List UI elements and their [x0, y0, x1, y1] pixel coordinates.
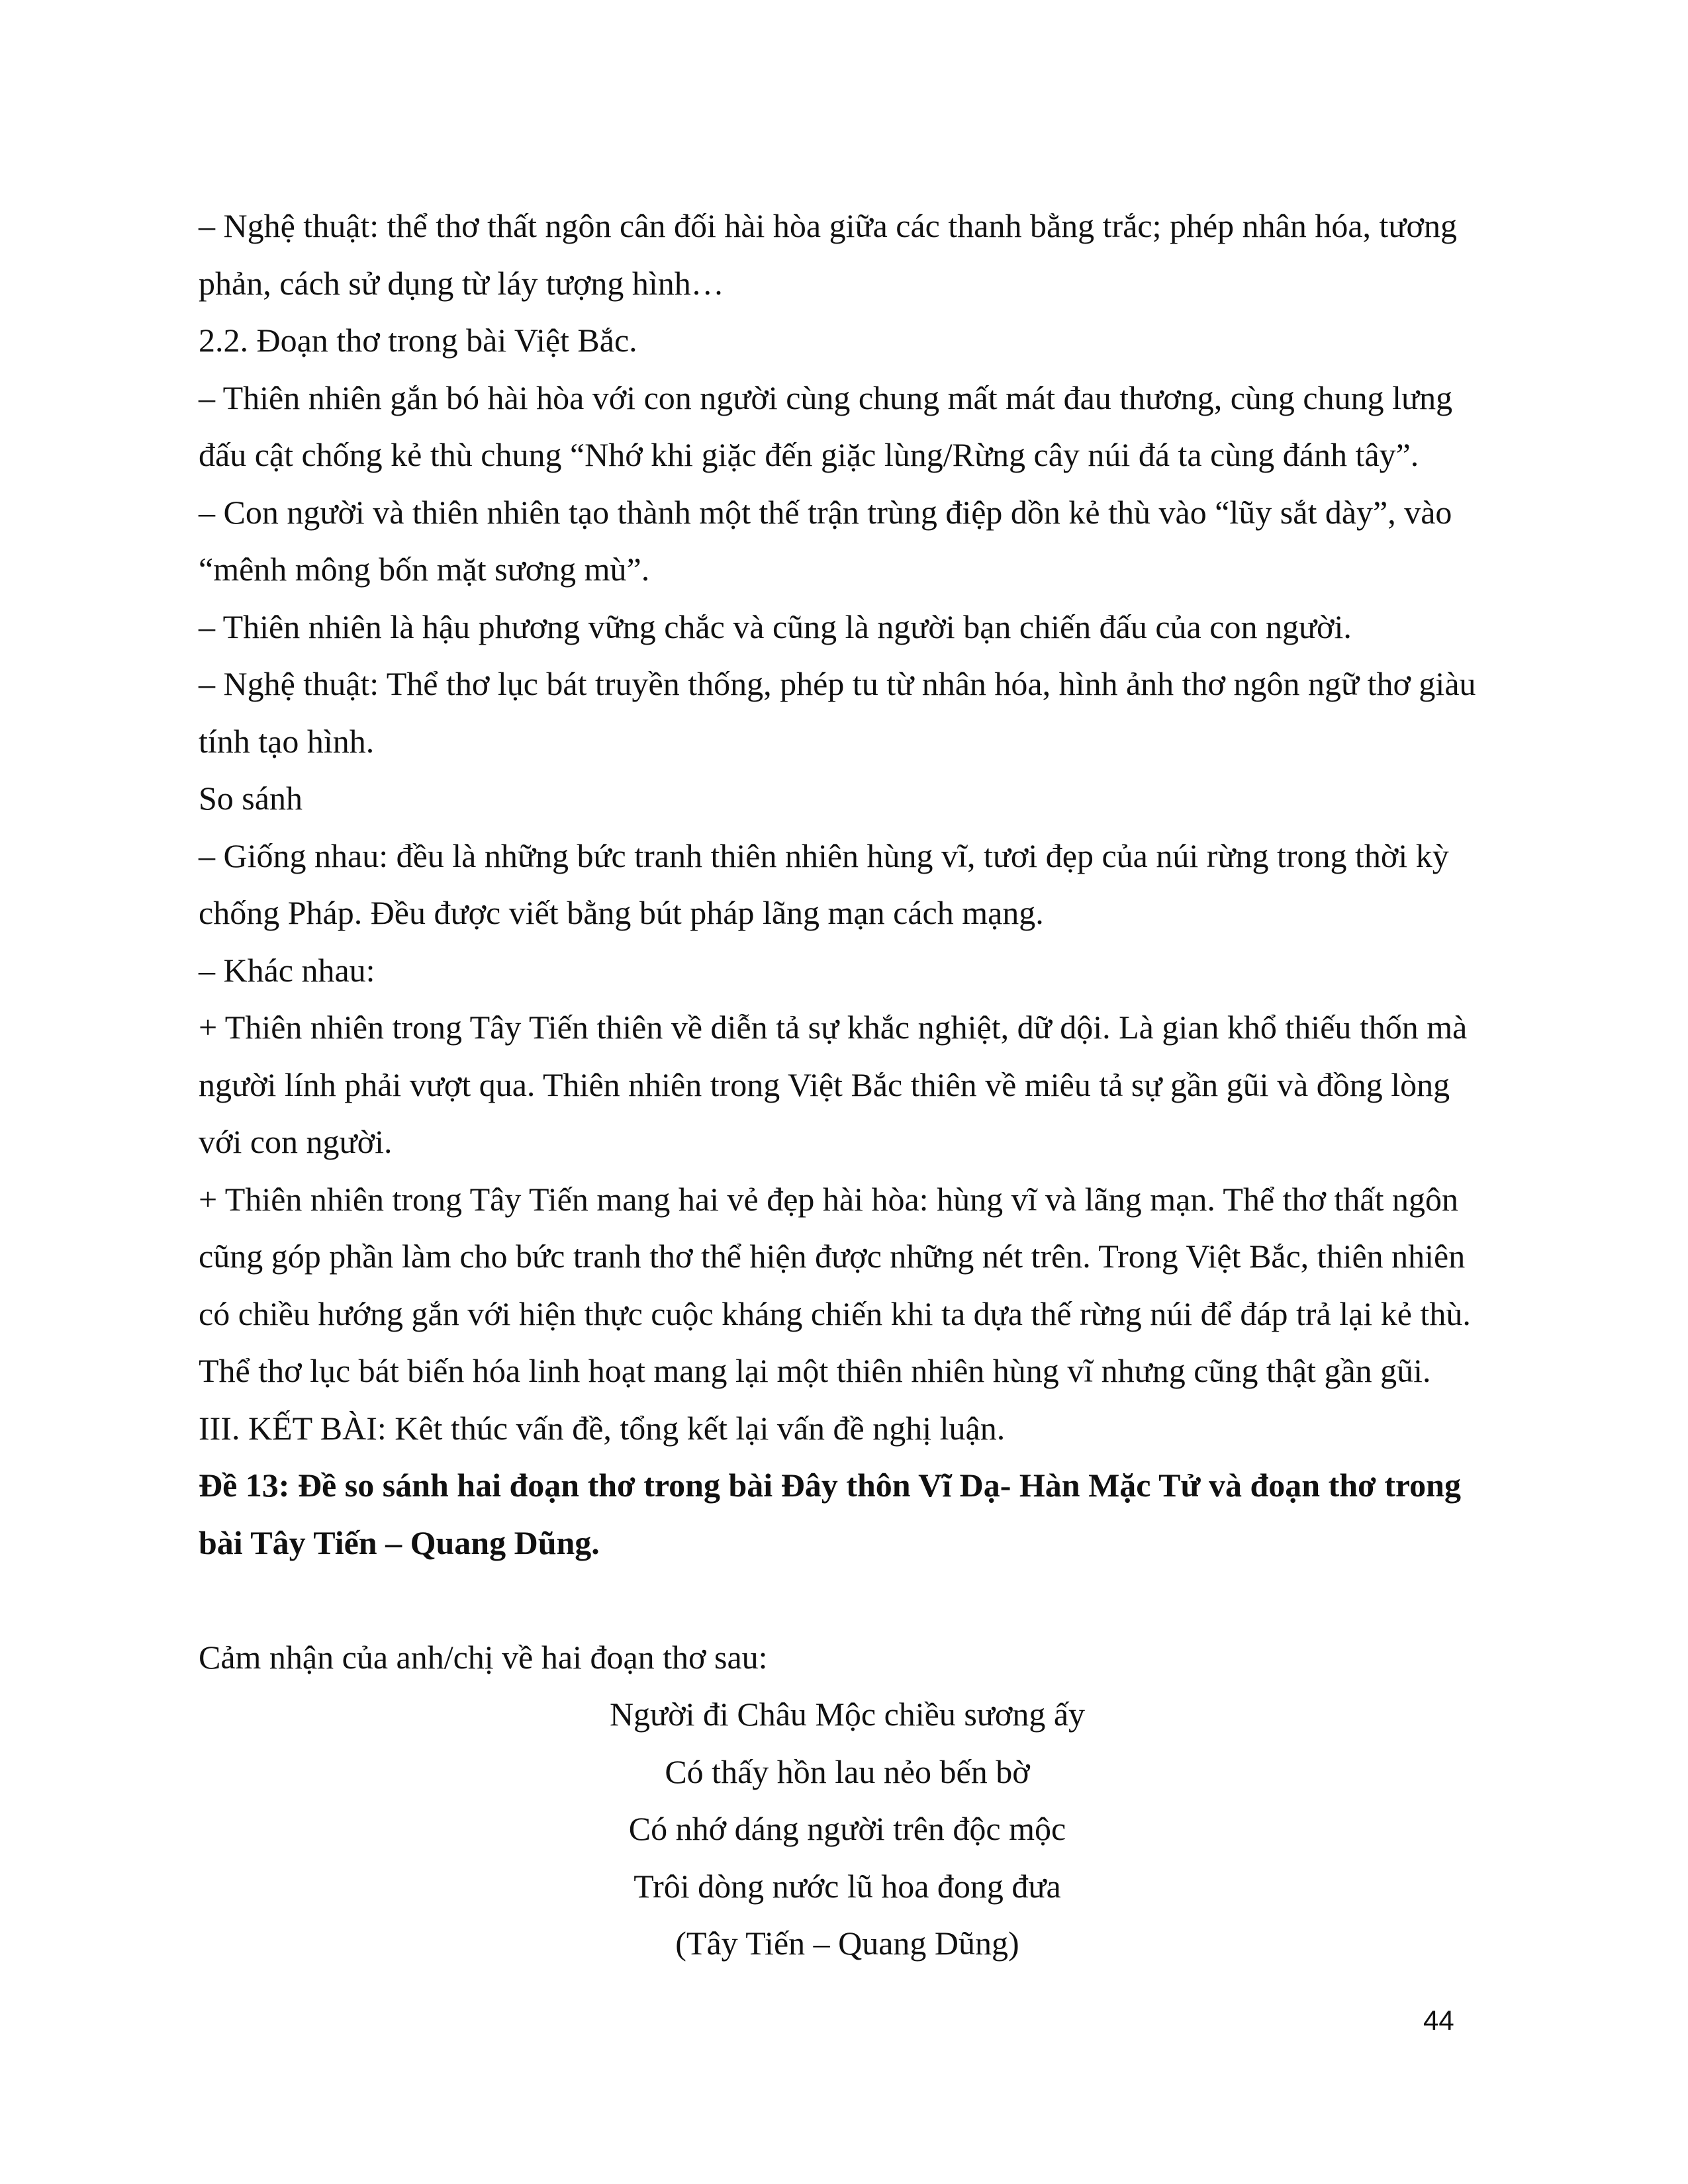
paragraph-line: cũng góp phần làm cho bức tranh thơ thể hiện được những nét trên. Trong Việt Bắc, thiên nhiên [199, 1238, 1466, 1275]
paragraph-line: Thể thơ lục bát biến hóa linh hoạt mang lại một thiên nhiên hùng vĩ nhưng cũng thật gần gũi. [199, 1352, 1431, 1389]
paragraph-line: có chiều hướng gắn với hiện thực cuộc kháng chiến khi ta dựa thế rừng núi để đáp trả lại kẻ thù. [199, 1295, 1471, 1332]
page-number: 44 [1423, 2005, 1454, 2036]
paragraph-line: “mênh mông bốn mặt sương mù”. [199, 551, 650, 588]
exercise-heading: Đề 13: Đề so sánh hai đoạn thơ trong bài Đây thôn Vĩ Dạ- Hàn Mặc Tử và đoạn thơ trong [199, 1467, 1461, 1504]
paragraph-line: – Thiên nhiên là hậu phương vững chắc và cũng là người bạn chiến đấu của con người. [199, 608, 1352, 645]
paragraph-line: với con người. [199, 1123, 393, 1160]
paragraph-line: – Khác nhau: [199, 951, 375, 989]
section-heading: 2.2. Đoạn thơ trong bài Việt Bắc. [199, 322, 637, 359]
paragraph-line: – Giống nhau: đều là những bức tranh thiên nhiên hùng vĩ, tươi đẹp của núi rừng trong thời kỳ [199, 837, 1449, 874]
paragraph-line: – Con người và thiên nhiên tạo thành một thế trận trùng điệp dồn kẻ thù vào “lũy sắt dày”, vào [199, 493, 1452, 531]
paragraph-line: chống Pháp. Đều được viết bằng bút pháp lãng mạn cách mạng. [199, 894, 1044, 931]
paragraph-line: tính tạo hình. [199, 722, 375, 760]
paragraph-line: – Nghệ thuật: thể thơ thất ngôn cân đối hài hòa giữa các thanh bằng trắc; phép nhân hóa, tương [199, 207, 1457, 244]
paragraph-line: đấu cật chống kẻ thù chung “Nhớ khi giặc đến giặc lùng/Rừng cây núi đá ta cùng đánh tây”. [199, 436, 1419, 473]
poem-line: Trôi dòng nước lũ hoa đong đưa [633, 1867, 1061, 1905]
poem-line: Có thấy hồn lau nẻo bến bờ [665, 1752, 1030, 1790]
poem-attribution: (Tây Tiến – Quang Dũng) [675, 1925, 1019, 1962]
poem-line: Có nhớ dáng người trên độc mộc [628, 1810, 1066, 1847]
paragraph-line: – Thiên nhiên gắn bó hài hòa với con người cùng chung mất mát đau thương, cùng chung lưng [199, 379, 1453, 416]
paragraph-line: – Nghệ thuật: Thể thơ lục bát truyền thống, phép tu từ nhân hóa, hình ảnh thơ ngôn ngữ thơ giàu [199, 665, 1476, 702]
paragraph-line: + Thiên nhiên trong Tây Tiến mang hai vẻ đẹp hài hòa: hùng vĩ và lãng mạn. Thể thơ thất ngôn [199, 1180, 1458, 1218]
poem-block [199, 1686, 1496, 1972]
prompt-text: Cảm nhận của anh/chị về hai đoạn thơ sau: [199, 1638, 768, 1676]
paragraph-line: + Thiên nhiên trong Tây Tiến thiên về diễn tả sự khắc nghiệt, dữ dội. Là gian khổ thiếu thốn mà [199, 1009, 1468, 1046]
conclusion-line: III. KẾT BÀI: Kêt thúc vấn đề, tổng kết lại vấn đề nghị luận. [199, 1409, 1006, 1447]
section-label: So sánh [199, 780, 303, 817]
blank-line [199, 1571, 1496, 1629]
exercise-heading: bài Tây Tiến – Quang Dũng. [199, 1524, 600, 1561]
paragraph-line: người lính phải vượt qua. Thiên nhiên trong Việt Bắc thiên về miêu tả sự gần gũi và đồng lòng [199, 1066, 1450, 1103]
paragraph-line: phản, cách sử dụng từ láy tượng hình… [199, 264, 724, 302]
poem-line: Người đi Châu Mộc chiều sương ấy [609, 1696, 1086, 1733]
page-body [199, 197, 1496, 1972]
